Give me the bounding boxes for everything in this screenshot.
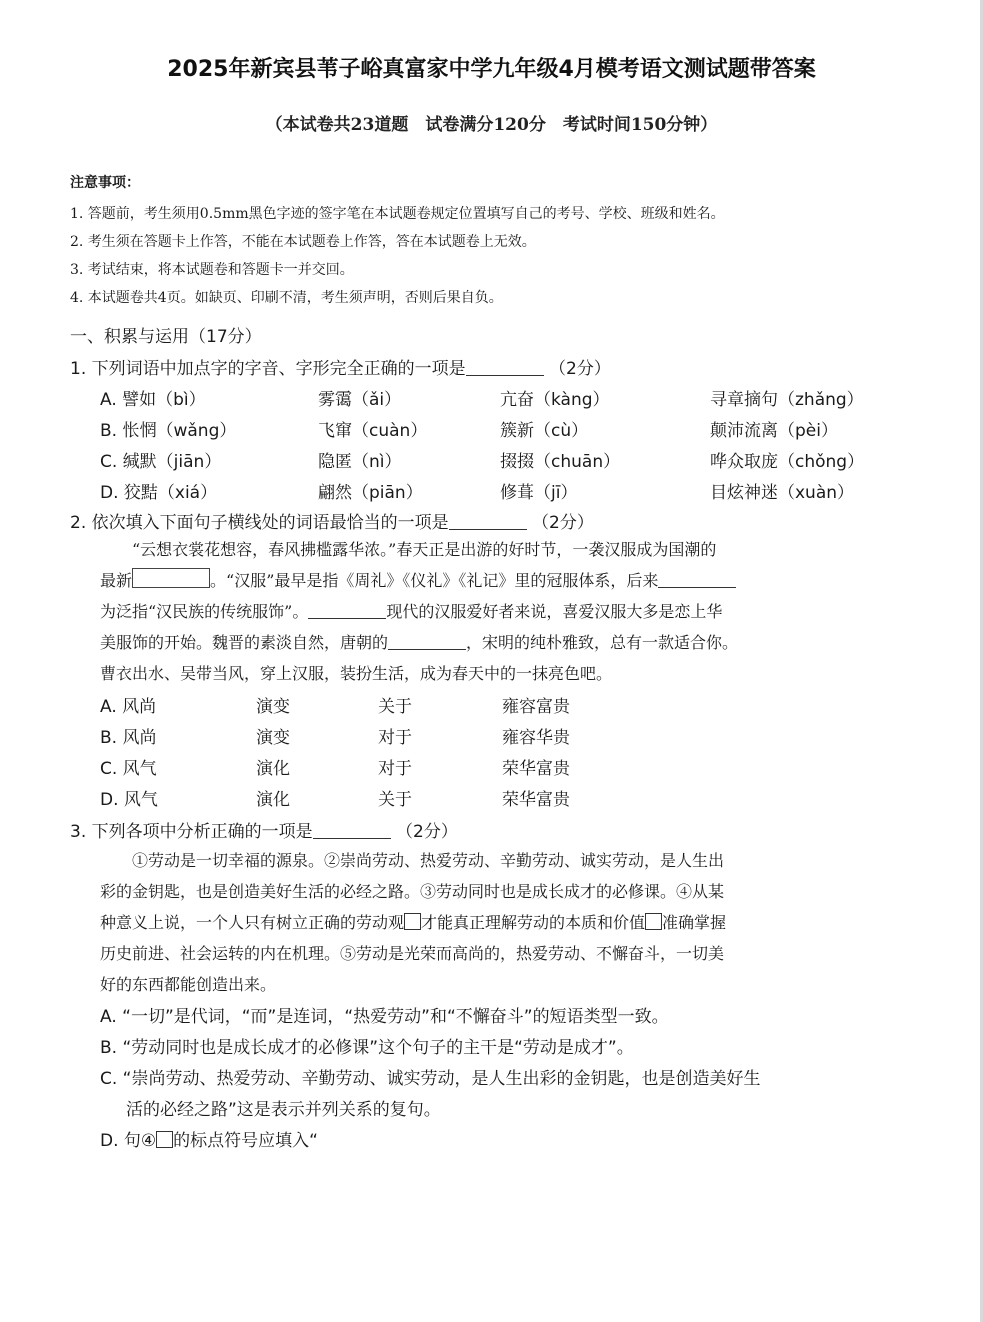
q1-option-cell: 雾霭（ǎi） xyxy=(318,390,402,410)
q2-option-cell: 关于 xyxy=(378,790,412,810)
q2-option-cell: B. 风尚 xyxy=(100,728,157,748)
q3-option-continued: 活的必经之路”这是表示并列关系的复句。 xyxy=(126,1100,441,1120)
passage-text: 准确掌握 xyxy=(662,913,727,932)
q3-passage xyxy=(100,845,910,1000)
section-heading: 一、积累与运用（17分） xyxy=(70,327,262,347)
passage-line: 历史前进、社会运转的内在机理。⑤劳动是光荣而高尚的，热爱劳动、不懈奋斗，一切美 xyxy=(100,944,725,963)
q1-option-cell: 掇掇（chuān） xyxy=(500,452,621,472)
punctuation-box xyxy=(645,913,662,930)
q2-option-cell: A. 风尚 xyxy=(100,697,157,717)
passage-line xyxy=(100,627,910,658)
note-item: 2. 考生须在答题卡上作答，不能在本试题卷上作答，答在本试题卷上无效。 xyxy=(70,234,536,250)
q1-option-cell: 哗众取庞（chǒng） xyxy=(710,452,865,472)
passage-text: 最新 xyxy=(100,571,133,590)
q1-option-cell: A. 譬如（bì） xyxy=(100,390,206,410)
passage-text: 种意义上说，一个人只有树立正确的劳动观 xyxy=(100,913,405,932)
q2-option-cell: 演化 xyxy=(256,790,290,810)
q1-option-cell: 寻章摘句（zhǎng） xyxy=(710,390,864,410)
q2-passage xyxy=(100,534,910,689)
q2-option-cell: 雍容华贵 xyxy=(502,728,570,748)
option-text: D. 句④ xyxy=(100,1131,157,1151)
passage-text: ，宋明的纯朴雅致，总有一款适合你。 xyxy=(466,633,739,652)
question-text: 1. 下列词语中加点字的字音、字形完全正确的一项是 xyxy=(70,359,466,379)
answer-blank xyxy=(313,822,391,839)
passage-line: ①劳动是一切幸福的源泉。②崇尚劳动、热爱劳动、辛勤劳动、诚实劳动，是人生出 xyxy=(132,851,725,870)
question-text: 3. 下列各项中分析正确的一项是 xyxy=(70,822,313,842)
q1-option-cell: 隐匿（nì） xyxy=(318,452,402,472)
q1-option-cell: 飞窜（cuàn） xyxy=(318,421,428,441)
fill-blank xyxy=(388,633,466,650)
note-item: 1. 答题前，考生须用0.5mm黑色字迹的签字笔在本试题卷规定位置填写自己的考号、学校、班级和姓名。 xyxy=(70,206,725,222)
q2-option-cell: 关于 xyxy=(378,697,412,717)
q2-option-cell: 雍容富贵 xyxy=(502,697,570,717)
passage-text: 美服饰的开始。魏晋的素淡自然，唐朝的 xyxy=(100,633,389,652)
answer-blank xyxy=(449,513,527,530)
q1-option-cell: 修葺（jī） xyxy=(500,483,578,503)
q3-option: B. “劳动同时也是成长成才的必修课”这个句子的主干是“劳动是成才”。 xyxy=(100,1038,634,1058)
note-item: 4. 本试题卷共4页。如缺页、印刷不清，考生须声明，否则后果自负。 xyxy=(70,290,503,306)
q2-option-cell: 演变 xyxy=(256,697,290,717)
q2-option-cell: D. 风气 xyxy=(100,790,158,810)
fill-blank xyxy=(658,571,736,588)
q1-option-cell: 颠沛流离（pèi） xyxy=(710,421,838,441)
q2-option-cell: 对于 xyxy=(378,728,412,748)
passage-line: 曹衣出水、吴带当风，穿上汉服，装扮生活，成为春天中的一抹亮色吧。 xyxy=(100,664,613,683)
option-text: 的标点符号应填入“ xyxy=(173,1131,318,1151)
question-score: （2分） xyxy=(396,822,458,842)
q1-option-cell: C. 缄默（jiān） xyxy=(100,452,222,472)
question-2-stem xyxy=(70,508,930,533)
q3-options xyxy=(100,1002,920,1157)
passage-text: 。“汉服”最早是指《周礼》《仪礼》《礼记》里的冠服体系，后来 xyxy=(210,571,659,590)
question-text: 2. 依次填入下面句子横线处的词语最恰当的一项是 xyxy=(70,513,449,533)
q3-option xyxy=(100,1126,920,1157)
exam-info: （本试卷共23道题 试卷满分120分 考试时间150分钟） xyxy=(265,115,718,135)
q3-option: A. “一切”是代词，“而”是连词，“热爱劳动”和“不懈奋斗”的短语类型一致。 xyxy=(100,1007,669,1027)
passage-line xyxy=(100,907,910,938)
passage-line xyxy=(100,596,910,627)
page-title: 2025年新宾县苇子峪真富家中学九年级4月模考语文测试题带答案 xyxy=(167,57,816,82)
question-score: （2分） xyxy=(549,359,611,379)
q2-option-cell: 荣华富贵 xyxy=(502,759,570,779)
q2-option-cell: 对于 xyxy=(378,759,412,779)
passage-line: “云想衣裳花想容，春风拂槛露华浓。”春天正是出游的好时节，一袭汉服成为国潮的 xyxy=(132,540,717,559)
q2-option-cell: C. 风气 xyxy=(100,759,157,779)
question-1-stem xyxy=(70,354,930,379)
passage-text: 才能真正理解劳动的本质和价值 xyxy=(421,913,646,932)
punctuation-box xyxy=(156,1131,173,1148)
passage-line xyxy=(100,565,910,596)
fill-blank xyxy=(132,568,210,588)
q2-option-cell: 演变 xyxy=(256,728,290,748)
answer-blank xyxy=(466,359,544,376)
punctuation-box xyxy=(404,913,421,930)
passage-text: 为泛指“汉民族的传统服饰”。 xyxy=(100,602,309,621)
passage-text: 现代的汉服爱好者来说，喜爱汉服大多是恋上华 xyxy=(386,602,723,621)
q1-option-cell: 亢奋（kàng） xyxy=(500,390,610,410)
question-3-stem xyxy=(70,817,930,842)
q1-option-cell: 翩然（piān） xyxy=(318,483,423,503)
q2-option-cell: 荣华富贵 xyxy=(502,790,570,810)
passage-line: 好的东西都能创造出来。 xyxy=(100,975,277,994)
q1-option-cell: 目炫神迷（xuàn） xyxy=(710,483,855,503)
fill-blank xyxy=(308,602,386,619)
q1-option-cell: 簇新（cù） xyxy=(500,421,589,441)
q3-option: C. “崇尚劳动、热爱劳动、辛勤劳动、诚实劳动，是人生出彩的金钥匙，也是创造美好生 xyxy=(100,1069,761,1089)
note-item: 3. 考试结束，将本试题卷和答题卡一并交回。 xyxy=(70,262,354,278)
q1-option-cell: D. 狡黠（xiá） xyxy=(100,483,218,503)
q1-option-cell: B. 怅惘（wǎng） xyxy=(100,421,237,441)
notes xyxy=(70,172,930,312)
notes-heading: 注意事项： xyxy=(70,175,140,191)
q2-option-cell: 演化 xyxy=(256,759,290,779)
question-score: （2分） xyxy=(532,513,594,533)
passage-line: 彩的金钥匙，也是创造美好生活的必经之路。③劳动同时也是成长成才的必修课。④从某 xyxy=(100,882,725,901)
